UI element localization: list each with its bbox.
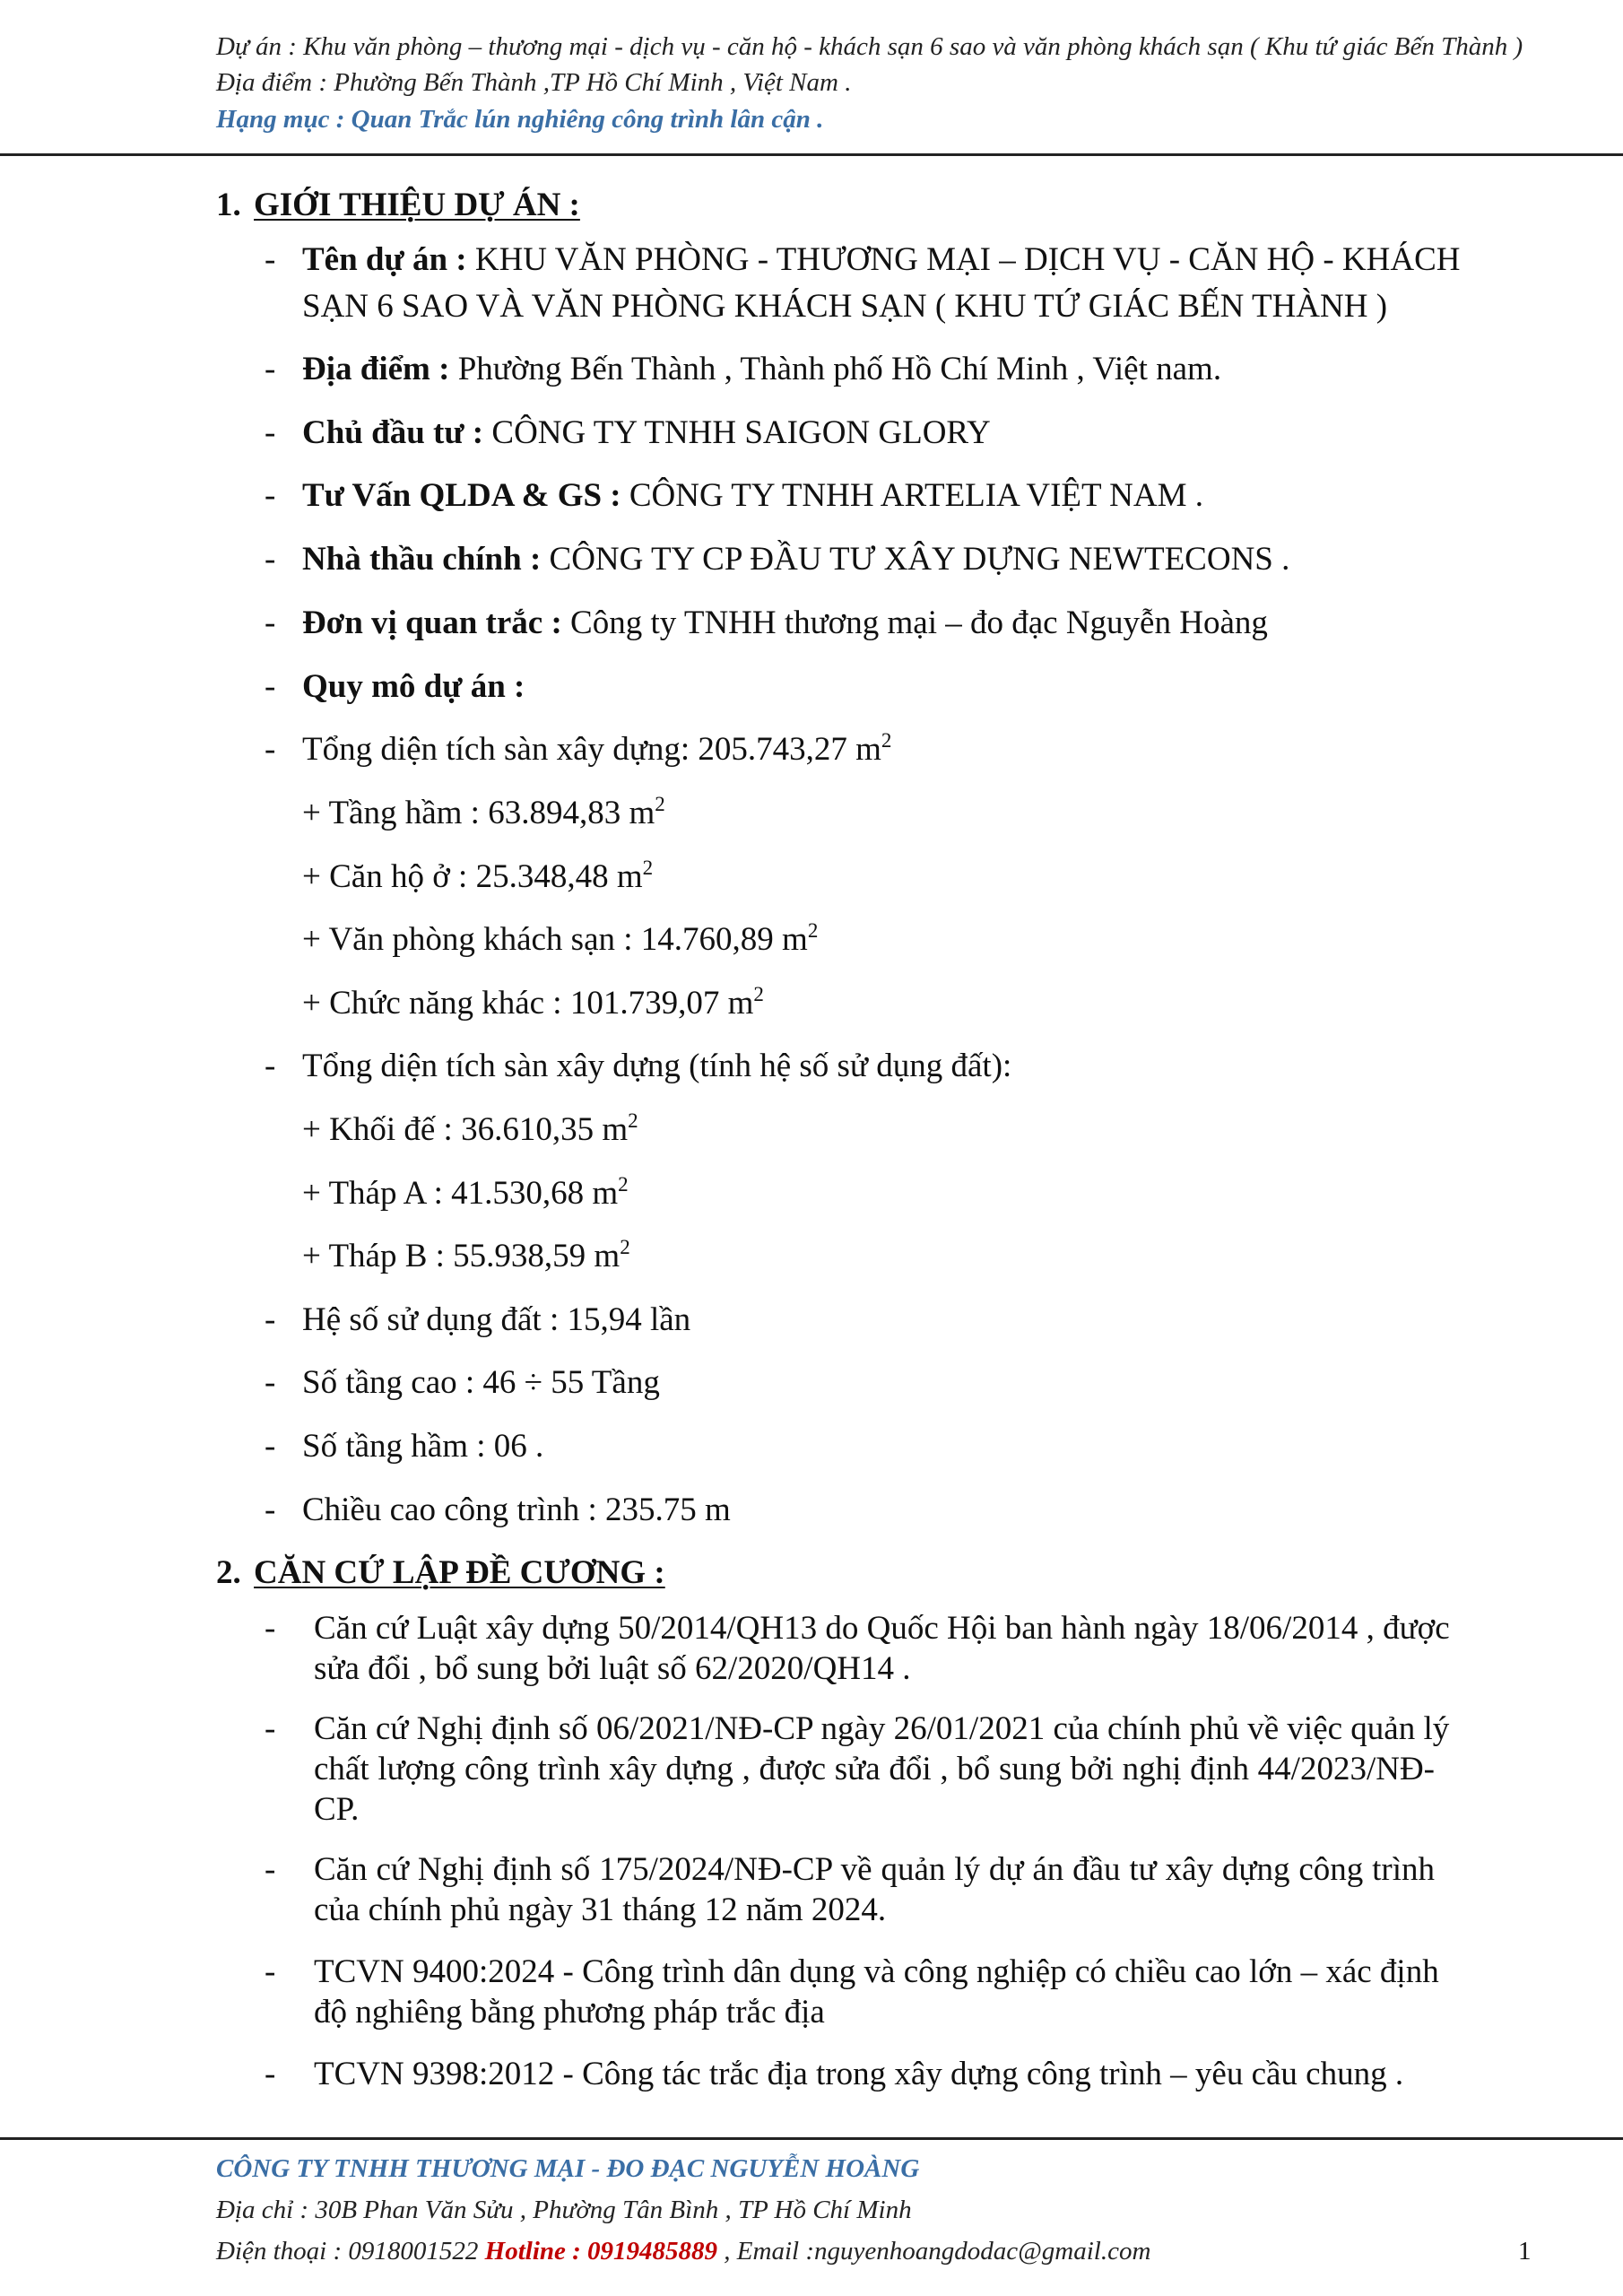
tower-b-area: + Tháp B : 55.938,59 m — [302, 1238, 621, 1274]
bullet-dash: - — [265, 1301, 276, 1338]
podium-area-item — [302, 1107, 638, 1153]
monitor-label: Đơn vị quan trắc : — [302, 604, 562, 641]
bullet-dash: - — [265, 731, 276, 768]
footer-address: Địa chỉ : 30B Phan Văn Sửu , Phường Tân Bình , TP Hồ Chí Minh — [216, 2196, 912, 2224]
location-label: Địa điểm : — [302, 351, 450, 387]
basis-3-line-2: của chính phủ ngày 31 tháng 12 năm 2024. — [314, 1892, 887, 1928]
section-1-title — [216, 184, 580, 227]
bullet-dash: - — [265, 241, 276, 278]
hotel-office-area-item — [302, 917, 818, 963]
header-divider — [0, 153, 1623, 156]
bullet-dash: - — [265, 668, 276, 705]
footer-company: CÔNG TY TNHH THƯƠNG MẠI - ĐO ĐẠC NGUYỄN HOÀNG — [216, 2154, 920, 2183]
contractor-label: Nhà thầu chính : — [302, 541, 542, 578]
basis-2-line-2: chất lượng công trình xây dựng , được sửa đổi , bổ sung bởi nghị định 44/2023/NĐ- — [314, 1751, 1435, 1787]
superscript: 2 — [753, 983, 764, 1005]
other-area: + Chức năng khác : 101.739,07 m — [302, 985, 754, 1022]
consultant-value: CÔNG TY TNHH ARTELIA VIỆT NAM . — [621, 477, 1204, 514]
basis-1-line-2: sửa đổi , bổ sung bởi luật số 62/2020/QH14 . — [314, 1650, 911, 1687]
section-2-number: 2. — [216, 1554, 241, 1591]
project-name-value-2: SẠN 6 SAO VÀ VĂN PHÒNG KHÁCH SẠN ( KHU TỨ GIÁC BẾN THÀNH ) — [302, 288, 1388, 325]
basis-3-line-1: Căn cứ Nghị định số 175/2024/NĐ-CP về quản lý dự án đầu tư xây dựng công trình — [314, 1851, 1435, 1888]
bullet-dash: - — [265, 1048, 276, 1084]
tower-a-area-item — [302, 1170, 629, 1217]
bullet-dash: - — [265, 1851, 276, 1888]
basements: Số tầng hầm : 06 . — [302, 1428, 544, 1465]
project-name-value-1: KHU VĂN PHÒNG - THƯƠNG MẠI – DỊCH VỤ - CĂN HỘ - KHÁCH — [466, 241, 1461, 278]
apartment-area-item — [302, 854, 653, 900]
podium-area: + Khối đế : 36.610,35 m — [302, 1111, 629, 1148]
superscript: 2 — [881, 729, 892, 752]
tower-a-area: + Tháp A : 41.530,68 m — [302, 1175, 619, 1212]
footer-contact — [216, 2233, 1150, 2269]
header-location-line: Địa điểm : Phường Bến Thành ,TP Hồ Chí Minh , Việt Nam . — [216, 68, 852, 97]
basis-2-line-3: CP. — [314, 1791, 360, 1828]
header-category-line: Hạng mục : Quan Trắc lún nghiêng công trình lân cận . — [216, 105, 824, 134]
apartment-area: + Căn hộ ở : 25.348,48 m — [302, 858, 643, 895]
other-area-item — [302, 980, 764, 1027]
hotel-office-area: + Văn phòng khách sạn : 14.760,89 m — [302, 921, 808, 958]
basement-area: + Tầng hầm : 63.894,83 m — [302, 795, 655, 831]
bullet-dash: - — [265, 1953, 276, 1990]
bullet-dash: - — [265, 1428, 276, 1465]
section-1-heading: GIỚI THIỆU DỰ ÁN : — [254, 187, 580, 223]
footer-email: , Email :nguyenhoangdodac@gmail.com — [717, 2237, 1151, 2266]
basis-5-line-1: TCVN 9398:2012 - Công tác trắc địa trong xây dựng công trình – yêu cầu chung . — [314, 2056, 1404, 2092]
bullet-dash: - — [265, 2056, 276, 2092]
location-value: Phường Bến Thành , Thành phố Hồ Chí Minh , Việt nam. — [449, 351, 1222, 387]
superscript: 2 — [620, 1236, 630, 1258]
superscript: 2 — [655, 793, 665, 815]
bullet-dash: - — [265, 351, 276, 387]
superscript: 2 — [807, 919, 819, 942]
project-name-label: Tên dự án : — [302, 241, 467, 278]
scale-label: Quy mô dự án : — [302, 668, 525, 705]
bullet-dash: - — [265, 1710, 276, 1747]
bullet-dash: - — [265, 477, 276, 514]
monitor-value: Công ty TNHH thương mại – đo đạc Nguyễn Hoàng — [561, 604, 1268, 641]
land-use-ratio: Hệ số sử dụng đất : 15,94 lần — [302, 1301, 691, 1338]
consultant-label: Tư Vấn QLDA & GS : — [302, 477, 621, 514]
superscript: 2 — [628, 1109, 638, 1132]
contractor-value: CÔNG TY CP ĐẦU TƯ XÂY DỰNG NEWTECONS . — [541, 541, 1290, 578]
section-1-number: 1. — [216, 187, 241, 223]
footer-hotline: Hotline : 0919485889 — [484, 2237, 718, 2266]
bullet-dash: - — [265, 414, 276, 451]
section-2-heading: CĂN CỨ LẬP ĐỀ CƯƠNG : — [254, 1554, 665, 1591]
total-floor-area: Tổng diện tích sàn xây dựng: 205.743,27 m — [302, 731, 881, 768]
owner-value: CÔNG TY TNHH SAIGON GLORY — [483, 414, 991, 451]
superscript: 2 — [642, 857, 654, 879]
superscript: 2 — [618, 1173, 629, 1196]
far-floor-area: Tổng diện tích sàn xây dựng (tính hệ số sử dụng đất): — [302, 1048, 1012, 1084]
bullet-dash: - — [265, 1492, 276, 1528]
page-number: 1 — [1518, 2237, 1532, 2266]
section-2-title — [216, 1552, 665, 1595]
bullet-dash: - — [265, 604, 276, 641]
tower-b-area-item — [302, 1233, 630, 1280]
bullet-dash: - — [265, 1610, 276, 1647]
footer-phone: Điện thoại : 0918001522 — [216, 2237, 485, 2266]
basis-1-line-1: Căn cứ Luật xây dựng 50/2014/QH13 do Quốc Hội ban hành ngày 18/06/2014 , được — [314, 1610, 1450, 1647]
floors: Số tầng cao : 46 ÷ 55 Tầng — [302, 1364, 660, 1401]
basis-4-line-2: độ nghiêng bằng phương pháp trắc địa — [314, 1994, 825, 2031]
bullet-dash: - — [265, 541, 276, 578]
header-project-line: Dự án : Khu văn phòng – thương mại - dịch vụ - căn hộ - khách sạn 6 sao và văn phòng khách sạn ( Khu tứ giác Bến Thành ) — [216, 32, 1523, 61]
height: Chiều cao công trình : 235.75 m — [302, 1492, 731, 1528]
bullet-dash: - — [265, 1364, 276, 1401]
basement-area-item — [302, 790, 665, 837]
footer-divider — [0, 2137, 1623, 2140]
page-header — [0, 0, 1623, 157]
basis-2-line-1: Căn cứ Nghị định số 06/2021/NĐ-CP ngày 26/01/2021 của chính phủ về việc quản lý — [314, 1710, 1450, 1747]
owner-label: Chủ đầu tư : — [302, 414, 484, 451]
basis-4-line-1: TCVN 9400:2024 - Công trình dân dụng và công nghiệp có chiều cao lớn – xác định — [314, 1953, 1439, 1990]
